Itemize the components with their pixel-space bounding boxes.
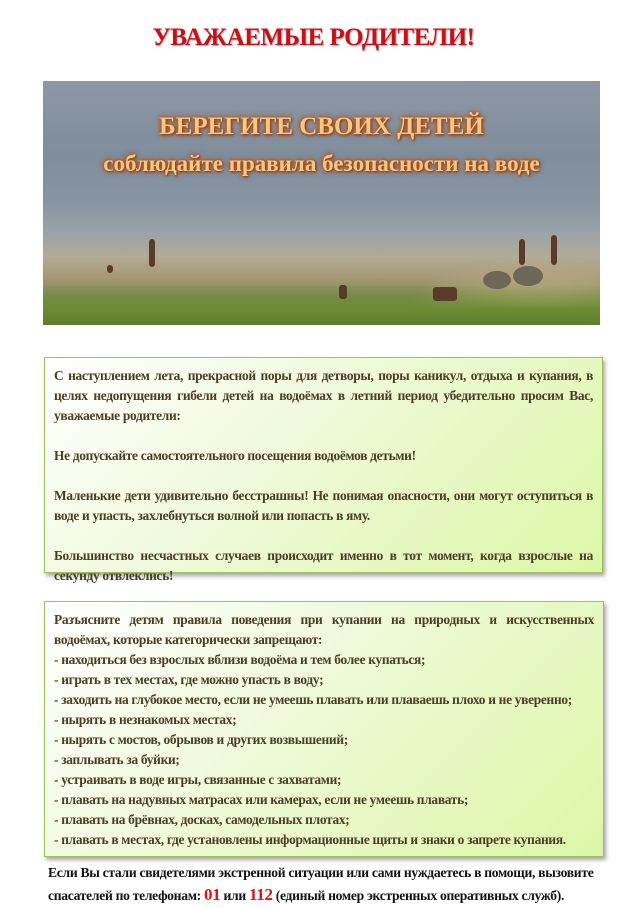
rock	[513, 266, 543, 286]
photo-subheadline: соблюдайте правила безопасности на воде	[103, 151, 540, 176]
phone-number-112: 112	[249, 885, 273, 904]
rules-box	[44, 601, 604, 857]
grass-shore	[43, 285, 600, 325]
rule-item: - плавать на надувных матрасах или камерах, если не умеешь плавать;	[54, 792, 469, 807]
emergency-services-note: (единый номер экстренных оперативных служб).	[272, 888, 565, 903]
rule-item: - устраивать в воде игры, связанные с захватами;	[54, 772, 342, 787]
or-text: или	[220, 888, 249, 903]
appeal-paragraph: Маленькие дети удивительно бесстрашны! Не понимая опасности, они могут оступиться в воде и упасть, захлебнуться волной или попасть в яму.	[54, 488, 593, 523]
person	[551, 235, 557, 265]
appeal-paragraph: Большинство несчастных случаев происходит именно в тот момент, когда взрослые на секунду отвлеклись!	[54, 548, 593, 583]
rule-item: - находиться без взрослых вблизи водоёма и тем более купаться;	[54, 652, 426, 667]
beach-photo	[43, 81, 600, 325]
rule-item: - заходить на глубокое место, если не умеешь плавать или плаваешь плохо и не уверенно;	[54, 692, 572, 707]
photo-headline: БЕРЕГИТЕ СВОИХ ДЕТЕЙ	[159, 113, 484, 140]
appeal-paragraph: Не допускайте самостоятельного посещения водоёмов детьми!	[54, 448, 416, 463]
rule-item: - нырять с мостов, обрывов и других возвышений;	[54, 732, 348, 747]
person	[519, 239, 525, 265]
rule-item: - играть в тех местах, где можно упасть в воду;	[54, 672, 324, 687]
phone-number-01: 01	[204, 885, 221, 904]
emergency-text: Если Вы стали свидетелями экстренной ситуации или сами нуждаетесь в помощи, вызовите спасателей по телефонам:	[48, 865, 594, 903]
rule-item: - плавать на брёвнах, досках, самодельных плотах;	[54, 812, 350, 827]
appeal-paragraph: С наступлением лета, прекрасной поры для детворы, поры каникул, отдыха и купания, в целях недопущения гибели детей на водоёмах в летний период убедительно просим Вас, уважаемые родители:	[54, 368, 593, 423]
person	[149, 239, 155, 267]
appeal-box	[44, 357, 603, 583]
rule-item: - заплывать за буйки;	[54, 752, 180, 767]
person	[107, 265, 113, 273]
person	[339, 285, 347, 299]
rules-intro: Разъясните детям правила поведения при купании на природных и искусственных водоёмах, которые категорически запрещают:	[54, 612, 594, 647]
rule-item: - плавать в местах, где установлены информационные щиты и знаки о запрете купания.	[54, 832, 566, 847]
rock	[483, 271, 511, 289]
person	[433, 287, 457, 301]
emergency-contacts	[48, 862, 608, 907]
page-title: УВАЖАЕМЫЕ РОДИТЕЛИ!	[152, 24, 475, 51]
rule-item: - нырять в незнакомых местах;	[54, 712, 237, 727]
